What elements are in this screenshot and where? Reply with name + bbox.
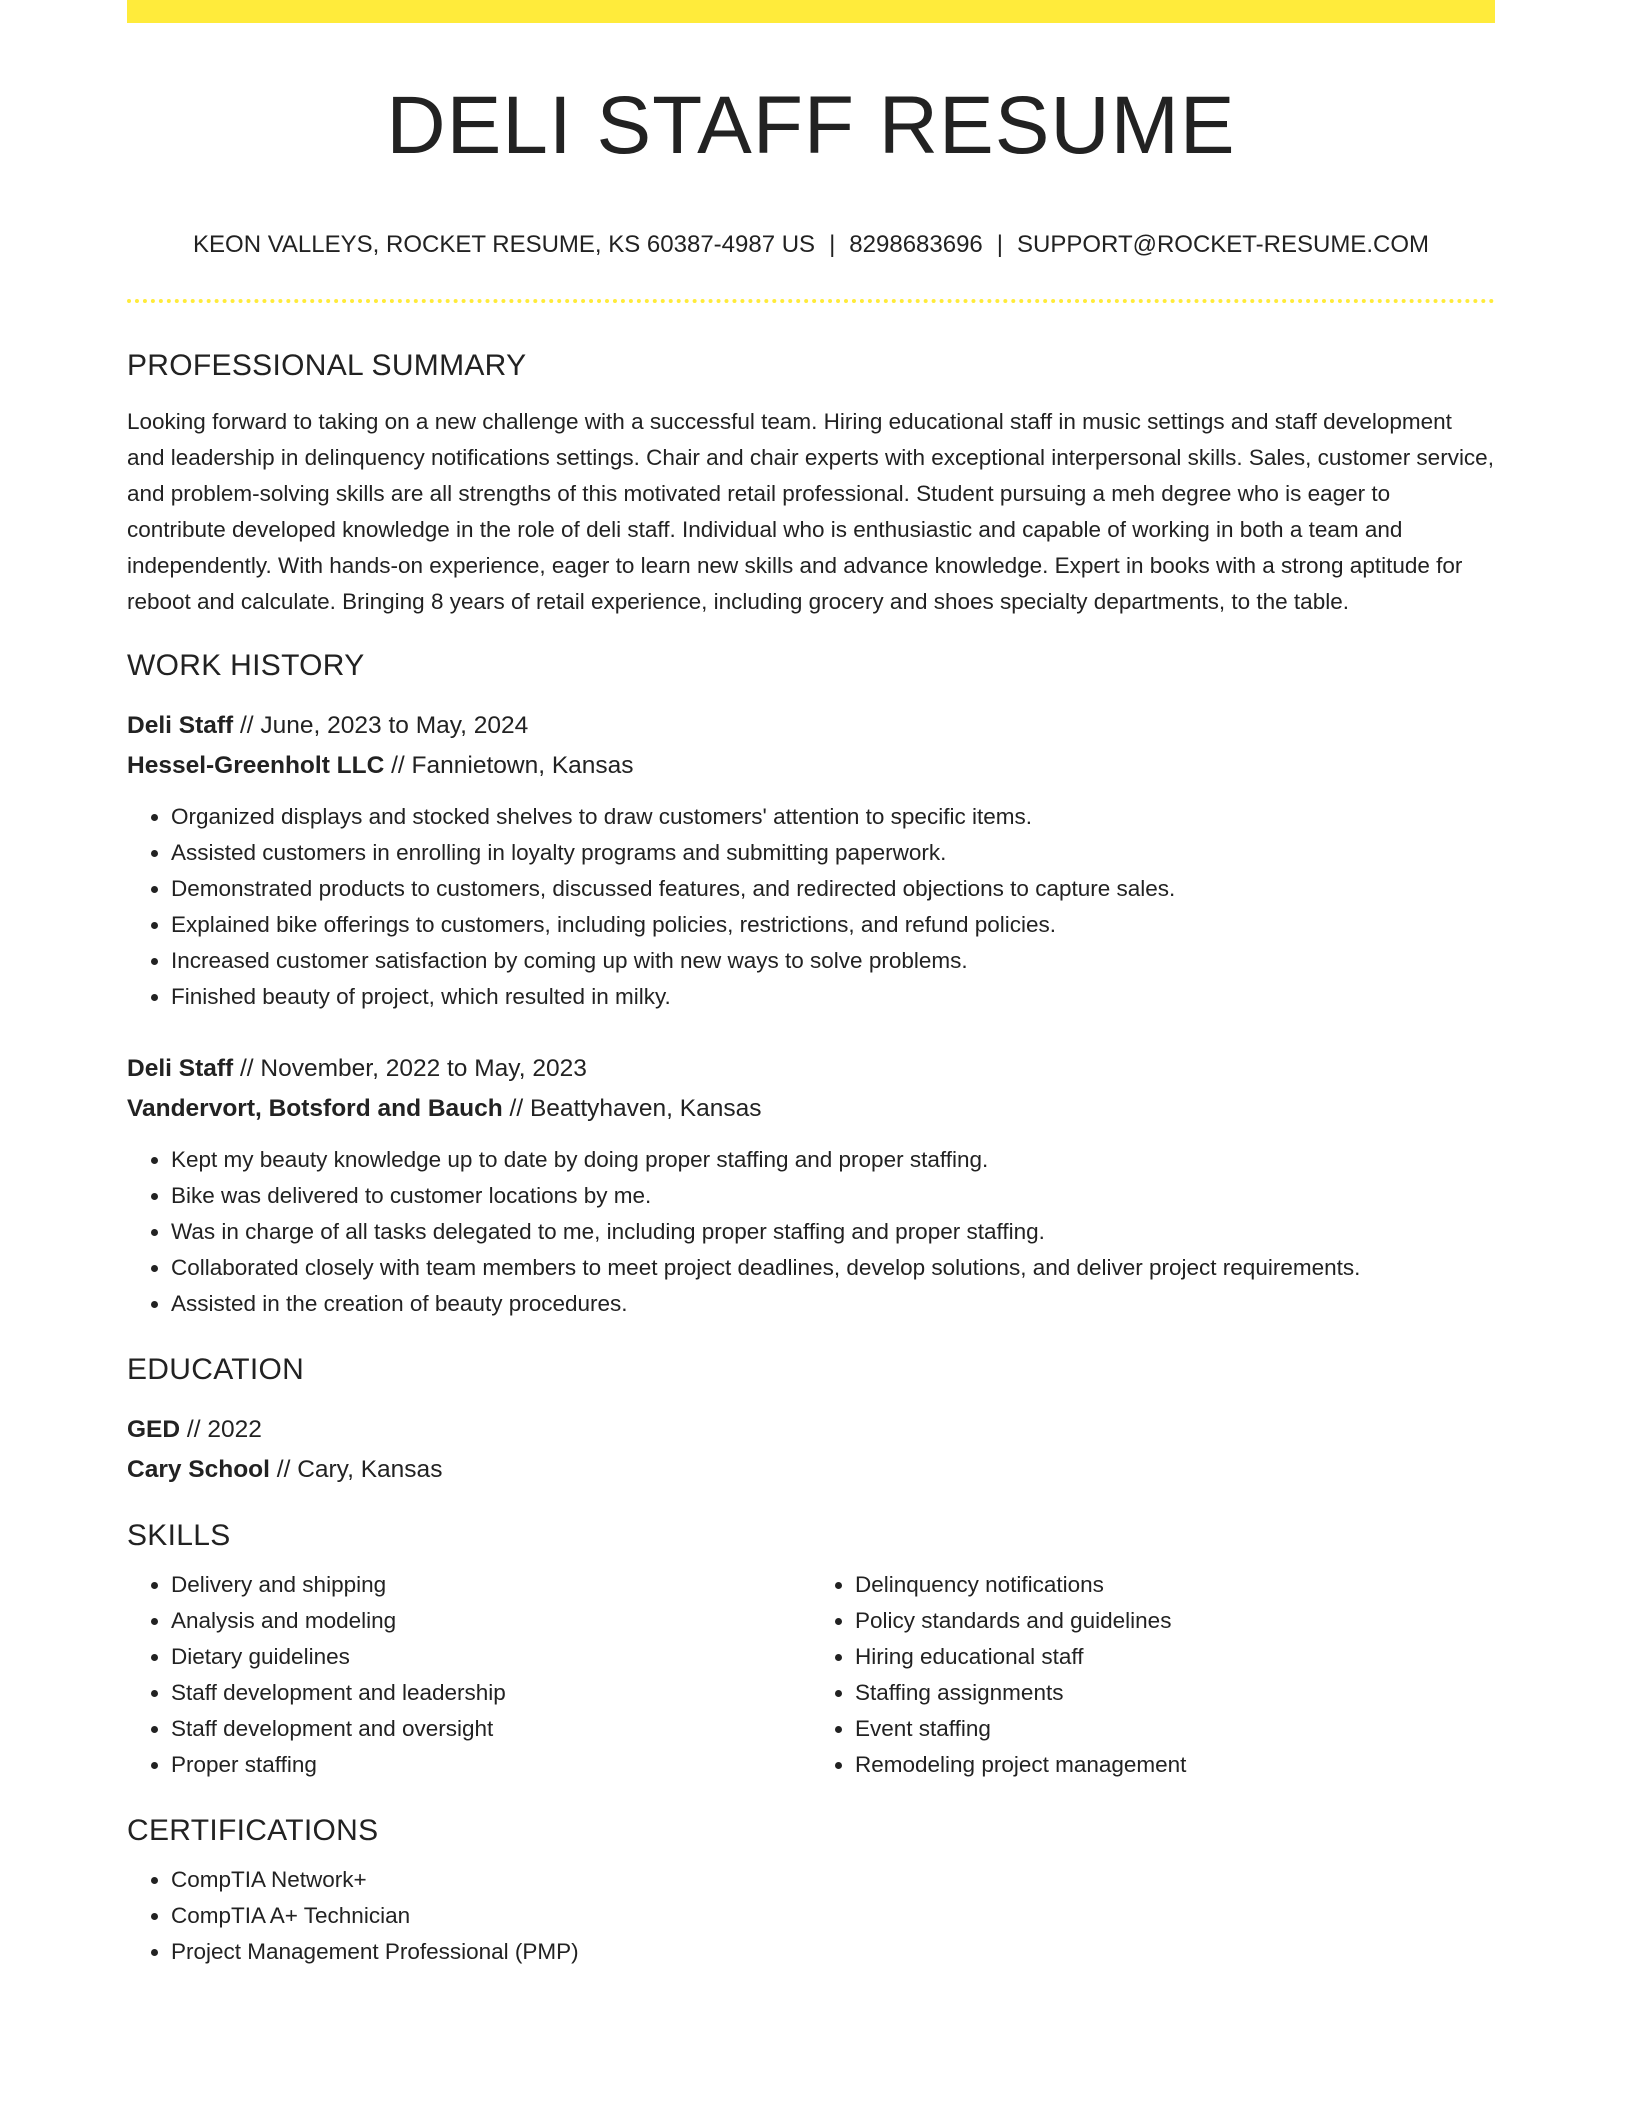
job-bullet: • Organized displays and stocked shelves to draw customers' attention to specific items. [171, 799, 1495, 835]
summary-text: Looking forward to taking on a new challenge with a successful team. Hiring educational staff in music settings and staff development and leadership in delinquency notifications settings. Chair and chair experts with exceptional interpersonal skills. Sales, customer service, and problem-solving skills are all strengths of this motivated retail professional. Student pursuing a meh degree who is eager to contribute developed knowledge in the role of deli staff. Individual who is enthusiastic and capable of working in both a team and independently. With hands-on experience, eager to learn new skills and advance knowledge. Expert in books with a strong aptitude for reboot and calculate. Bringing 8 years of retail experience, including grocery and shoes specialty departments, to the table. [127, 408, 1494, 614]
skill-item: • Delinquency notifications [855, 1567, 1495, 1603]
skills-column-right [811, 1567, 1495, 1783]
job-bullet: • Increased customer satisfaction by coming up with new ways to solve problems. [171, 943, 1495, 979]
skills-column-left [127, 1567, 811, 1783]
job-role: Deli Staff [127, 1054, 234, 1082]
resume-page [127, 0, 1495, 1970]
skill-item: • Hiring educational staff [855, 1639, 1495, 1675]
contact-email: SUPPORT@ROCKET-RESUME.COM [1017, 231, 1429, 258]
education-location: // Cary, Kansas [269, 1455, 443, 1483]
certification-item: • Project Management Professional (PMP) [171, 1934, 1495, 1970]
job-bullet: • Explained bike offerings to customers, including policies, restrictions, and refund policies. [171, 907, 1495, 943]
section-title-certifications: CERTIFICATIONS [127, 1813, 379, 1847]
job-role: Deli Staff [127, 711, 234, 739]
job-entry [127, 1049, 1495, 1322]
job-location: // Beattyhaven, Kansas [502, 1094, 762, 1122]
job-bullets [127, 799, 1495, 1015]
accent-bar [127, 0, 1495, 23]
skill-item: • Staffing assignments [855, 1675, 1495, 1711]
job-role-line [127, 1049, 1495, 1089]
skill-item: • Analysis and modeling [171, 1603, 811, 1639]
skill-item: • Proper staffing [171, 1747, 811, 1783]
contact-separator: | [829, 231, 836, 258]
job-company-line [127, 1089, 1495, 1129]
education-degree: GED [127, 1415, 181, 1443]
job-bullet: • Demonstrated products to customers, discussed features, and redirected objections to capture sales. [171, 871, 1495, 907]
education-school: Cary School [127, 1455, 270, 1483]
education-entry [127, 1410, 1495, 1490]
skill-item: • Staff development and leadership [171, 1675, 811, 1711]
skill-item: • Staff development and oversight [171, 1711, 811, 1747]
job-bullet: • Finished beauty of project, which resulted in milky. [171, 979, 1495, 1015]
job-bullet: • Assisted customers in enrolling in loyalty programs and submitting paperwork. [171, 835, 1495, 871]
skill-item: • Remodeling project management [855, 1747, 1495, 1783]
education-school-line [127, 1450, 1495, 1490]
skill-item: • Policy standards and guidelines [855, 1603, 1495, 1639]
job-company-line [127, 746, 1495, 786]
dotted-divider [127, 299, 1495, 303]
job-role-line [127, 706, 1495, 746]
job-bullet: • Collaborated closely with team members to meet project deadlines, develop solutions, and deliver project requirements. [171, 1250, 1495, 1286]
section-title-skills: SKILLS [127, 1518, 231, 1552]
section-title-education: EDUCATION [127, 1352, 305, 1386]
job-bullet: • Was in charge of all tasks delegated to me, including proper staffing and proper staffing. [171, 1214, 1495, 1250]
skill-item: • Dietary guidelines [171, 1639, 811, 1675]
education-degree-line [127, 1410, 1495, 1450]
job-bullets [127, 1142, 1495, 1322]
contact-separator: | [996, 231, 1004, 258]
education-year: // 2022 [180, 1415, 262, 1443]
job-bullet: • Assisted in the creation of beauty procedures. [171, 1286, 1495, 1322]
job-dates: // June, 2023 to May, 2024 [233, 711, 529, 739]
certifications-list [127, 1862, 1495, 1970]
skill-item: • Delivery and shipping [171, 1567, 811, 1603]
job-company: Hessel-Greenholt LLC [127, 751, 385, 779]
job-location: // Fannietown, Kansas [384, 751, 634, 779]
job-bullet: • Bike was delivered to customer locations by me. [171, 1178, 1495, 1214]
certification-item: • CompTIA A+ Technician [171, 1898, 1495, 1934]
skill-item: • Event staffing [855, 1711, 1495, 1747]
job-company: Vandervort, Botsford and Bauch [127, 1094, 503, 1122]
section-title-work-history: WORK HISTORY [127, 648, 365, 682]
contact-address: KEON VALLEYS, ROCKET RESUME, KS 60387-4987 US [193, 231, 816, 258]
section-title-summary: PROFESSIONAL SUMMARY [127, 348, 527, 382]
job-bullet: • Kept my beauty knowledge up to date by doing proper staffing and proper staffing. [171, 1142, 1495, 1178]
contact-line [127, 231, 1495, 260]
job-entry [127, 706, 1495, 1015]
contact-phone: 8298683696 [849, 231, 983, 258]
certification-item: • CompTIA Network+ [171, 1862, 1495, 1898]
job-dates: // November, 2022 to May, 2023 [233, 1054, 587, 1082]
resume-title: DELI STAFF RESUME [386, 80, 1236, 171]
skills-grid [127, 1567, 1495, 1783]
